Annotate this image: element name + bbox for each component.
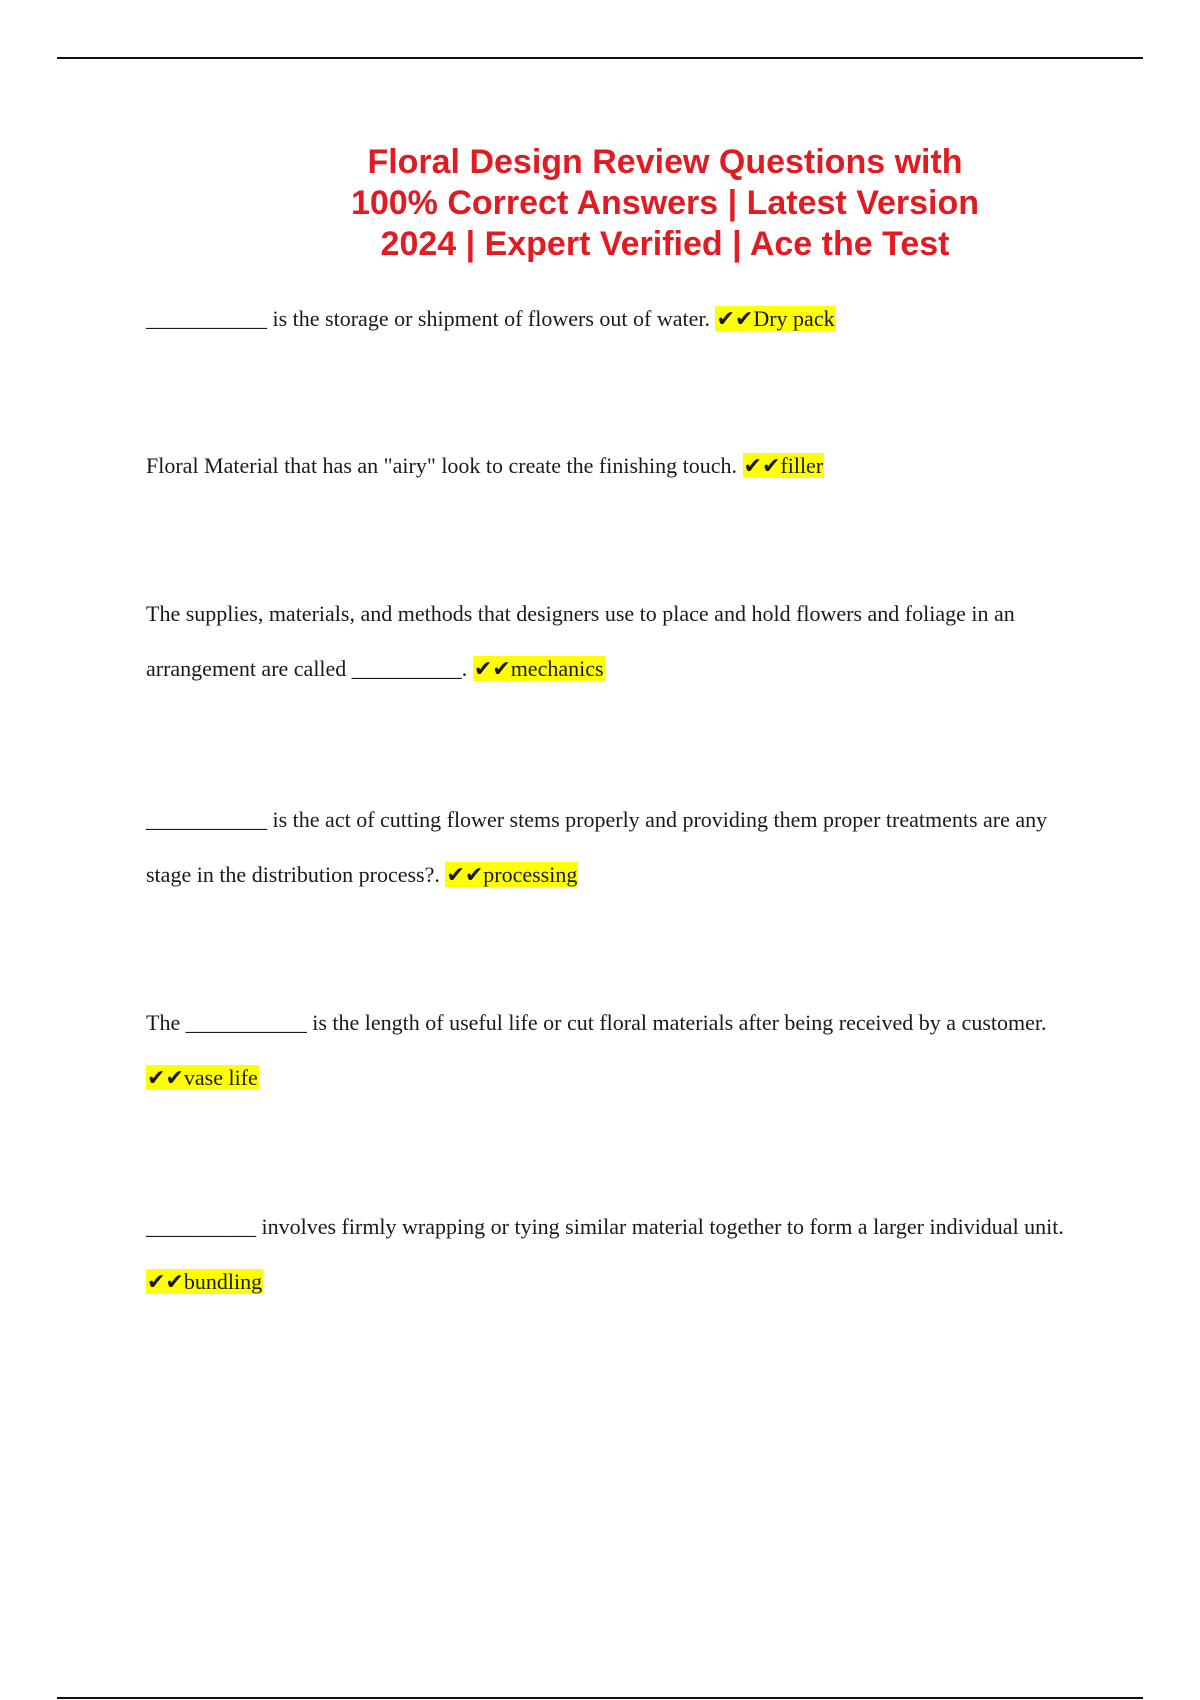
- checkmark-icon: ✔✔: [743, 453, 781, 478]
- answer-highlight: [743, 453, 825, 478]
- bottom-rule: [57, 1697, 1143, 1699]
- question-text: ___________ is the act of cutting flower stems properly and providing them proper treatments are any stage in the distribution process?.: [146, 807, 1048, 887]
- title-line-3: 2024 | Expert Verified | Ace the Test: [380, 225, 950, 263]
- top-rule: [57, 57, 1143, 59]
- question-text: Floral Material that has an "airy" look to create the finishing touch.: [146, 453, 738, 478]
- question-text: The supplies, materials, and methods that designers use to place and hold flowers and foliage in an arrangement are called __________.: [146, 601, 1015, 681]
- answer-highlight: [473, 656, 605, 681]
- question-text: __________ involves firmly wrapping or tying similar material together to form a larger individual unit.: [146, 1214, 1064, 1239]
- answer-text: vase life: [183, 1065, 258, 1090]
- question-1: [146, 291, 1086, 346]
- question-text: The ___________ is the length of useful life or cut floral materials after being received by a customer.: [146, 1010, 1047, 1035]
- checkmark-icon: ✔✔: [147, 1269, 184, 1294]
- question-3: [146, 586, 1086, 696]
- document-title: [0, 142, 1200, 265]
- question-5: [146, 995, 1086, 1105]
- title-line-2: 100% Correct Answers | Latest Version: [350, 184, 980, 222]
- checkmark-icon: ✔✔: [716, 306, 754, 331]
- answer-highlight: [146, 1269, 263, 1294]
- question-2: [146, 438, 1086, 493]
- question-6: [146, 1199, 1086, 1309]
- checkmark-icon: ✔✔: [473, 656, 511, 681]
- answer-text: bundling: [183, 1269, 263, 1294]
- answer-text: filler: [780, 453, 824, 478]
- question-text: ___________ is the storage or shipment of flowers out of water.: [146, 306, 710, 331]
- answer-text: processing: [483, 862, 578, 887]
- question-4: [146, 792, 1086, 902]
- answer-highlight: [445, 862, 578, 887]
- answer-text: mechanics: [510, 656, 604, 681]
- title-line-1: Floral Design Review Questions with: [367, 143, 963, 181]
- answer-highlight: [715, 306, 835, 331]
- answer-text: Dry pack: [753, 306, 835, 331]
- answer-highlight: [146, 1065, 259, 1090]
- checkmark-icon: ✔✔: [147, 1065, 184, 1090]
- checkmark-icon: ✔✔: [446, 862, 484, 887]
